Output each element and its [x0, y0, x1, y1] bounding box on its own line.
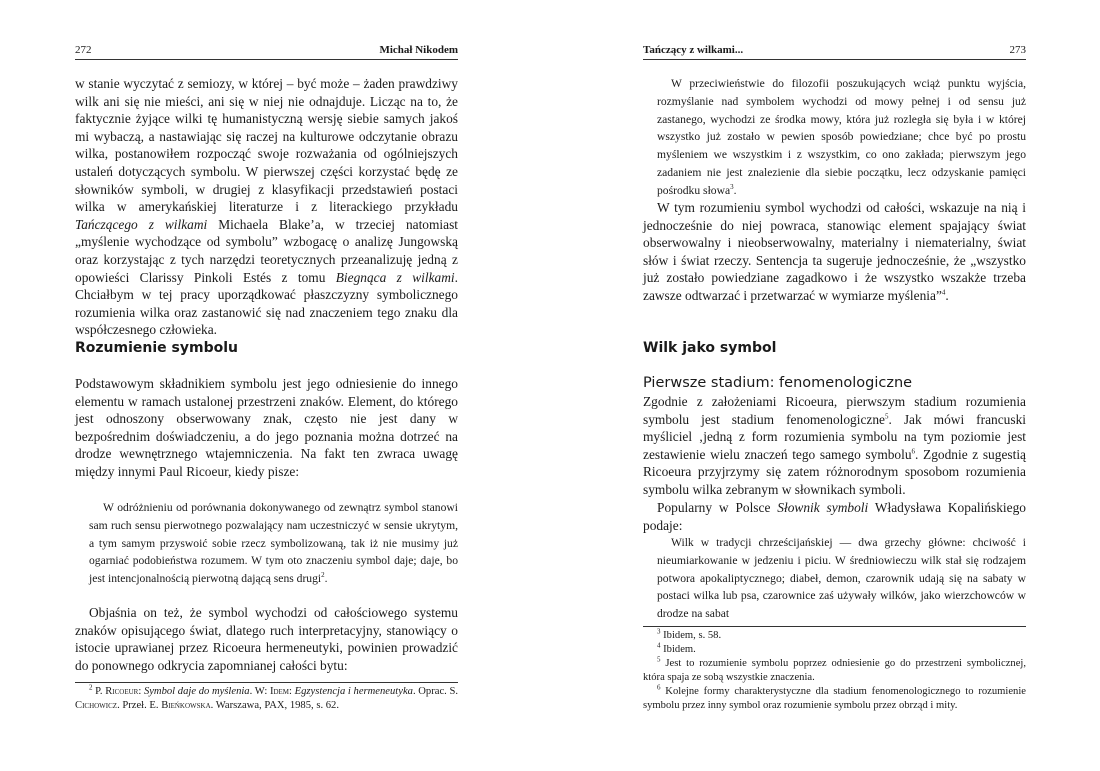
text-run: Zgodnie z założeniami Ricoeura, pierwszym stadium rozumienia symbolu jest stadium fenomenologiczne [643, 394, 1026, 427]
text-run: Michaela Blake’a, w trzeciej natomiast „myślenie wychodzące od symbolu” wzbogacę o analizę Jungowską oraz korzystając z tych narzędzi teoretycznych przeanalizuję jedną z opowieści Clarissy Pinkoli Estés z tomu [75, 216, 459, 285]
italic-text: Tańczącego z wilkami [75, 216, 208, 232]
footnote-marker: 5 [885, 412, 889, 421]
text-run: P. [92, 686, 106, 697]
small-caps-text: Ricoeur [105, 686, 139, 697]
text-run: W odróżnieniu od porównania dokonywanego od zewnątrz symbol stanowi sam ruch sensu pierwotnego pozwalający nam uczestniczyć w sensie ukrytym, a tym samym przyswoić sobie rzecz symbolizowaną, tak iż nie musimy już ogarniać podobieństwa rozumem. W tym oto znaczeniu symbol daje; daje, bo jest intencjonalnością pierwotną dającą sens drugi [89, 501, 458, 586]
text-run: Objaśnia on też, że symbol wychodzi od całościowego systemu znaków opisującego świat, dlatego ruch interpretacyjny, stanowiący o istocie uprawianej przez Ricoeura hermeneutyki, powinien prowadzić do ponownego odkrycia zapomnianej całości bytu: [75, 605, 458, 673]
small-caps-text: Idem [269, 686, 290, 697]
block-quote-kopalinski [643, 534, 1026, 623]
paragraph-text [75, 75, 458, 339]
paragraph-text [75, 375, 458, 481]
paragraph-text [643, 199, 1026, 305]
footnote-marker: 6 [911, 447, 916, 456]
text-run: Kolejne formy charakterystyczne dla stadium fenomenologicznego to rozumienie symbolu przez inny symbol oraz rozumienie symbolu przez obrząd i mity. [643, 685, 1026, 711]
text-run: Popularny w Polsce [657, 500, 778, 515]
text-run: . Jak mówi francuski myśliciel ‚jedną z form rozumienia symbolu na tym poziomie jest zestawienie wielu znaczeń tego samego symbolu [643, 411, 1026, 462]
paragraph-totality [643, 199, 1026, 305]
running-head-title: Tańczący z wilkami... [643, 44, 744, 56]
footnote-rule [75, 682, 458, 683]
text-run: . W: [249, 686, 270, 697]
text-run: . Oprac. S. [412, 686, 458, 697]
paragraph-symbol-definition [75, 375, 458, 481]
heading-wilk-jako-symbol: Wilk jako symbol [643, 340, 777, 356]
text-run: Jest to rozumienie symbolu poprzez odniesienie go do przestrzeni symbolicznej, która spaja ze sobą wszystkie znaczenia. [643, 657, 1026, 683]
quote-text [657, 534, 1026, 623]
page-number: 273 [1009, 44, 1026, 56]
footnote-marker: 5 [657, 655, 661, 664]
footnote-marker: 4 [941, 288, 946, 297]
text-run: . Chciałbym w tej pracy uporządkować płaszczyzny symbolicznego rozumienia wilka oraz zastanowić się nad znaczeniem tego znaku dla współczesnego człowieka. [75, 269, 458, 338]
small-caps-text: Bieńkowska [161, 699, 211, 711]
paragraph-text [643, 499, 1026, 534]
text-run: : [138, 686, 144, 697]
text-run: . [733, 183, 737, 197]
right-page [643, 0, 1026, 771]
footnote-rule [643, 626, 1026, 627]
left-page-header [75, 43, 458, 59]
quote-text [89, 499, 458, 588]
footnotes-left [75, 685, 458, 713]
footnote-marker: 3 [657, 627, 661, 636]
text-run: . [945, 287, 949, 303]
block-quote-ricoeur-2 [643, 75, 1026, 200]
text-run: . Warszawa, PAX, 1985, s. 62. [210, 699, 339, 711]
italic-text: Słownik symboli [777, 500, 869, 515]
block-quote-ricoeur [75, 499, 458, 588]
footnote-marker: 6 [657, 683, 661, 692]
footnote-marker: 2 [321, 571, 325, 580]
text-run: Władysława Kopalińskiego podaje: [643, 500, 1026, 533]
section-heading [75, 340, 458, 356]
italic-text: Symbol daje do myślenia [143, 686, 250, 697]
paragraph-text [643, 393, 1026, 499]
footnote-marker: 3 [730, 182, 734, 191]
section-heading [643, 340, 1026, 356]
heading-rozumienie-symbolu: Rozumienie symbolu [75, 340, 238, 356]
footnotes-right [643, 629, 1026, 712]
footnote-marker: 4 [657, 641, 661, 650]
text-run: W przeciwieństwie do filozofii poszukujących wciąż punktu wyjścia, rozmyślanie nad symbolem wychodzi od mowy pełnej i od sensu już zastanego, wychodzi ze środka mowy, która już rozległa się była i w której wszystko już zostało w pewien sposób powiedziane; chce być po prostu myśleniem we wszystkim i z wszystkim, co ono zakłada; pierwszym jego zadaniem nie jest znalezienie dla siebie początku, lecz odzyskanie pamięci pośrodku słowa [657, 77, 1026, 197]
text-run: W tym rozumieniu symbol wychodzi od całości, wskazuje na nią i jednocześnie do niej powraca, stanowiąc element spajający świat obserwowalny i nieobserwowalny, materialny i niematerialny, świat słów i świat rzeczy. Sentencja ta sugeruje jednocześnie, że „wszystko już zostało powiedziane zagadkowo i że wszystko wszakże trzeba zawsze odtwarzać i przetwarzać w wymiarze myślenia” [643, 200, 1026, 303]
italic-text: Egzystencja i hermeneutyka [294, 686, 413, 697]
text-run: . Przeł. E. [117, 699, 162, 711]
paragraph-kopalinski [643, 499, 1026, 534]
footnote-marker: 2 [89, 683, 93, 692]
paragraph-text [75, 604, 458, 674]
small-caps-text: Cichowicz [75, 699, 118, 711]
footnote-2 [75, 685, 458, 713]
subsection-heading [643, 375, 1026, 391]
right-page-header [643, 43, 1026, 59]
text-run: w stanie wyczytać z semiozy, w której – być może – żaden prawdziwy wilk ani się nie mieści, ani się w niej nie odnajduje. Licząc na to, że faktycznie żyjące wilki tę humanistyczną wersję siebie samych jakoś mi wybaczą, a nastawiając się raczej na kulturowe odczytanie obrazu wilka, postanowiłem rozpocząć swoje rozważania od ogólniejszych ustaleń dotyczących symbolu. W pierwszej części korzystać będę ze słowników symboli, w drugiej z klasyfikacji przedstawień postaci wilka w amerykańskiej literaturze i z literackiego przykładu [75, 76, 458, 215]
text-run: . Zgodnie z sugestią Ricoeura przyjrzymy się zatem różnorodnym sposobom rozumienia symbolu wilka zebranym w słownikach symboli. [643, 446, 1026, 497]
text-run: : [289, 686, 295, 697]
footnote-6 [643, 685, 1026, 713]
text-run: Ibidem, s. 58. [660, 630, 722, 641]
footnote-3 [643, 629, 1026, 643]
paragraph-hermeneutics [75, 604, 458, 674]
quote-text [657, 75, 1026, 200]
text-run: Wilk w tradycji chrześcijańskiej — dwa grzechy główne: chciwość i nieumiarkowanie w jedzeniu i piciu. W średniowieczu wilk stał się rodzajem potwora apokaliptycznego; diabeł, demon, czarownik udają się na sabaty w postaci wilka lub psa, czarownice zaś używały wilków, jako wierzchowców w drodze na sabat [657, 536, 1026, 621]
left-page [75, 0, 458, 771]
text-run: Ibidem. [660, 643, 696, 655]
paragraph-intro [75, 75, 458, 339]
italic-text: Biegnąca z wilkami [335, 269, 455, 285]
subheading-fenomenologiczne: Pierwsze stadium: fenomenologiczne [643, 375, 913, 391]
header-rule [75, 59, 458, 60]
text-run: Podstawowym składnikiem symbolu jest jego odniesienie do innego elementu w ramach ustalonej przestrzeni znaków. Element, do którego jest odnoszony obserwowany znak, często nie jest dany w bezpośrednim doświadczeniu, a do jego poznania można dotrzeć na drodze wewnętrznego wtajemniczenia. Na fakt ten zwraca uwagę między innymi Paul Ricoeur, kiedy pisze: [75, 376, 458, 479]
header-rule [643, 59, 1026, 60]
footnote-4 [643, 643, 1026, 657]
footnote-5 [643, 657, 1026, 685]
paragraph-phenomenological [643, 393, 1026, 499]
running-head-author: Michał Nikodem [379, 44, 458, 56]
text-run: . [324, 572, 328, 586]
page-number: 272 [75, 44, 92, 56]
